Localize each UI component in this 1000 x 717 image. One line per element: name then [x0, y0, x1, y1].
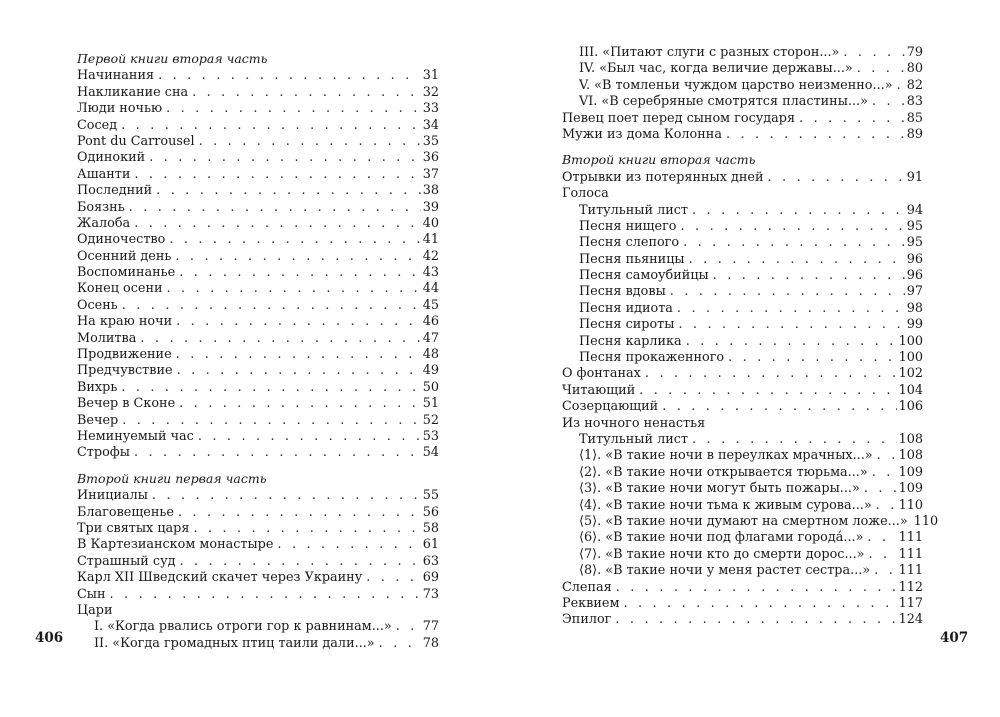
toc-entry	[562, 366, 923, 382]
entry-title: Песня прокаженного	[579, 350, 725, 366]
dot-leader	[167, 281, 421, 297]
toc-entry	[77, 265, 439, 281]
toc-entry	[77, 554, 439, 570]
toc-entry	[562, 563, 923, 579]
dot-leader	[874, 563, 896, 579]
entry-page-number: 111	[898, 546, 923, 562]
dot-leader	[645, 366, 897, 382]
toc-entry	[77, 429, 439, 445]
entry-title: Страшный суд	[77, 553, 176, 569]
entry-title: Певец поет перед сыном государя	[562, 110, 796, 126]
toc-entry	[77, 167, 439, 183]
entry-title: ⟨8⟩. «В такие ночи у меня растет сестра...»	[579, 563, 871, 579]
entry-page-number: 43	[422, 265, 439, 281]
toc-entry	[562, 350, 923, 366]
toc-entry	[77, 118, 439, 134]
entry-title: ⟨1⟩. «В такие ночи в переулках мрачных...»	[579, 448, 873, 464]
section-title: Второй книги первая часть	[77, 470, 267, 486]
entry-page-number: 58	[422, 520, 439, 536]
entry-page-number: 96	[906, 251, 923, 267]
entry-page-number: 40	[422, 215, 439, 231]
toc-entry	[77, 619, 439, 635]
dot-leader	[876, 498, 897, 514]
entry-title: Вихрь	[77, 379, 118, 395]
toc-entry	[562, 317, 923, 333]
toc-entry	[562, 530, 923, 546]
entry-title: I. «Когда рвались отроги гор к равнинам...»	[94, 619, 392, 635]
toc-entry	[562, 399, 923, 415]
entry-page-number: 106	[898, 399, 923, 415]
dot-leader	[868, 547, 896, 563]
toc-entry	[562, 481, 923, 497]
entry-page-number: 112	[898, 579, 923, 595]
right-page	[500, 0, 1000, 717]
entry-page-number: 39	[422, 199, 439, 215]
toc-entry	[562, 268, 923, 284]
entry-page-number: 96	[906, 268, 923, 284]
entry-title: ⟨3⟩. «В такие ночи могут быть пожары...»	[579, 481, 860, 497]
dot-leader	[121, 118, 421, 134]
entry-title: Инициалы	[77, 488, 148, 504]
dot-leader	[129, 200, 421, 216]
entry-title: Продвижение	[77, 347, 172, 363]
dot-leader	[857, 61, 905, 77]
dot-leader	[689, 252, 905, 268]
toc-entry	[562, 301, 923, 317]
entry-page-number: 78	[422, 635, 439, 651]
entry-title: Сын	[77, 586, 106, 602]
toc-entry	[77, 396, 439, 412]
toc-entry	[562, 580, 923, 596]
entry-title: Песня пьяницы	[579, 251, 685, 267]
entry-title: Неминуемый час	[77, 428, 194, 444]
toc-entry	[77, 505, 439, 521]
toc-entry	[562, 252, 923, 268]
dot-leader	[193, 521, 420, 537]
entry-title: Предчувствие	[77, 363, 173, 379]
entry-page-number: 77	[422, 619, 439, 635]
toc-entry	[77, 537, 439, 553]
entry-page-number: 95	[906, 218, 923, 234]
entry-page-number: 36	[422, 150, 439, 166]
entry-page-number: 79	[906, 45, 923, 60]
toc-entry	[562, 94, 923, 110]
toc-entry	[562, 432, 923, 448]
entry-title: Титульный лист	[579, 202, 688, 218]
entry-page-number: 42	[422, 248, 439, 264]
toc-entry	[562, 383, 923, 399]
toc-entry	[562, 465, 923, 481]
toc-entry	[77, 413, 439, 429]
dot-leader	[615, 612, 896, 628]
dot-leader	[122, 413, 421, 429]
dot-leader	[179, 396, 421, 412]
dot-leader	[179, 265, 420, 281]
page-number-right: 407	[940, 630, 969, 646]
entry-title: Последний	[77, 183, 153, 199]
dot-leader	[178, 505, 421, 521]
toc-entry	[562, 334, 923, 350]
toc-entry	[562, 170, 923, 186]
entry-title: Отрывки из потерянных дней	[562, 169, 764, 185]
dot-leader	[843, 45, 904, 61]
entry-page-number: 73	[422, 586, 439, 602]
section-title: Первой книги вторая часть	[77, 51, 268, 66]
toc-entry	[562, 596, 923, 612]
toc-entry	[77, 363, 439, 379]
entry-title: Боязнь	[77, 199, 125, 215]
dot-leader	[713, 268, 905, 284]
toc-entry	[77, 347, 439, 363]
toc-entry	[562, 612, 923, 628]
entry-title: V. «В томленьи чуждом царство неизменно...»	[579, 77, 893, 93]
entry-title: Карл XII Шведский скачет через Украину	[77, 570, 363, 586]
entry-title: Титульный лист	[579, 431, 688, 447]
dot-leader	[681, 219, 905, 235]
dot-leader	[122, 298, 421, 314]
entry-title: На краю ночи	[77, 314, 173, 330]
entry-page-number: 83	[906, 94, 923, 110]
dot-leader	[110, 587, 421, 603]
toc-entry	[77, 183, 439, 199]
entry-page-number: 55	[422, 488, 439, 504]
entry-page-number: 98	[906, 300, 923, 316]
entry-page-number: 100	[898, 350, 923, 366]
dot-leader	[121, 380, 420, 396]
dot-leader	[175, 249, 420, 265]
dot-leader	[277, 537, 420, 553]
toc-entry	[77, 445, 439, 461]
dot-leader	[192, 85, 421, 101]
toc-entry	[562, 235, 923, 251]
entry-page-number: 44	[422, 281, 439, 297]
entry-page-number: 50	[422, 379, 439, 395]
toc-entry	[562, 111, 923, 127]
entry-page-number: 54	[422, 445, 439, 461]
toc-left	[77, 51, 439, 652]
entry-page-number: 51	[422, 396, 439, 412]
entry-page-number: 111	[898, 530, 923, 546]
entry-page-number: 104	[898, 382, 923, 398]
entry-title: Одиночество	[77, 232, 166, 248]
dot-leader	[877, 448, 897, 464]
entry-page-number: 117	[898, 595, 923, 611]
entry-page-number: 37	[422, 166, 439, 182]
dot-leader	[872, 94, 905, 110]
dot-leader	[134, 445, 421, 461]
entry-title: Накликание сна	[77, 84, 189, 100]
entry-title: IV. «Был час, когда величие державы...»	[579, 61, 853, 77]
toc-entry	[562, 61, 923, 77]
entry-page-number: 91	[906, 169, 923, 185]
dot-leader	[176, 314, 421, 330]
dot-leader	[692, 432, 897, 448]
entry-title: Три святых царя	[77, 520, 190, 536]
toc-entry	[77, 249, 439, 265]
toc-entry	[77, 298, 439, 314]
entry-title: Эпилог	[562, 612, 612, 628]
entry-title: ⟨6⟩. «В такие ночи под флагами города́...»	[579, 530, 864, 546]
toc-entry	[77, 603, 439, 619]
toc-entry	[77, 68, 439, 84]
entry-page-number: 110	[898, 497, 923, 513]
toc-entry	[77, 314, 439, 330]
entry-page-number: 69	[422, 570, 439, 586]
toc-entry	[77, 232, 439, 248]
entry-title: Молитва	[77, 330, 137, 346]
dot-leader	[897, 78, 905, 94]
entry-title: Песня нищего	[579, 218, 677, 234]
section-title: Второй книги вторая часть	[562, 152, 756, 168]
entry-title: Песня карлика	[579, 333, 682, 349]
entry-title: VI. «В серебряные смотрятся пластины...»	[579, 94, 868, 110]
dot-leader	[179, 554, 420, 570]
entry-title: Слепая	[562, 579, 612, 595]
dot-leader	[686, 334, 897, 350]
entry-page-number: 56	[422, 504, 439, 520]
entry-page-number: 49	[422, 363, 439, 379]
dot-leader	[677, 301, 905, 317]
entry-title: Песня вдовы	[579, 284, 666, 300]
dot-leader	[158, 68, 421, 84]
entry-title: Воспоминанье	[77, 265, 176, 281]
dot-leader	[177, 363, 421, 379]
entry-title: Цари	[77, 602, 113, 618]
entry-title: Люди ночью	[77, 101, 163, 117]
entry-page-number: 97	[906, 284, 923, 300]
entry-title: II. «Когда громадных птиц таили дали...»	[94, 635, 375, 651]
entry-title: Вечер в Сконе	[77, 396, 176, 412]
dot-leader	[176, 347, 421, 363]
entry-page-number: 108	[898, 448, 923, 464]
entry-title: Одинокий	[77, 150, 146, 166]
toc-entry	[77, 281, 439, 297]
dot-leader	[799, 111, 905, 127]
entry-title: Pont du Carrousel	[77, 133, 195, 149]
entry-page-number: 32	[422, 84, 439, 100]
entry-title: ⟨5⟩. «В такие ночи думают на смертном ложе...»	[579, 513, 908, 529]
toc-entry	[77, 216, 439, 232]
toc-entry	[562, 219, 923, 235]
entry-title: Сосед	[77, 117, 118, 133]
entry-title: Благовещенье	[77, 504, 174, 520]
entry-page-number: 35	[422, 133, 439, 149]
dot-leader	[169, 232, 420, 248]
toc-entry	[562, 78, 923, 94]
entry-page-number: 100	[898, 333, 923, 349]
entry-page-number: 99	[906, 317, 923, 333]
dot-leader	[616, 580, 897, 596]
toc-entry	[77, 101, 439, 117]
toc-entry	[77, 380, 439, 396]
toc-entry	[77, 134, 439, 150]
entry-page-number: 34	[422, 117, 439, 133]
entry-title: В Картезианском монастыре	[77, 537, 274, 553]
entry-title: Песня сироты	[579, 317, 675, 333]
toc-entry	[77, 200, 439, 216]
entry-page-number: 41	[422, 232, 439, 248]
entry-page-number: 102	[898, 366, 923, 382]
toc-entry	[562, 45, 923, 61]
dot-leader	[140, 331, 420, 347]
dot-leader	[152, 488, 421, 504]
entry-title: Голоса	[562, 186, 609, 202]
entry-page-number: 53	[422, 428, 439, 444]
toc-entry	[562, 284, 923, 300]
dot-leader	[166, 101, 421, 117]
entry-page-number: 109	[898, 464, 923, 480]
entry-title: ⟨7⟩. «В такие ночи кто до смерти дорос...»	[579, 546, 865, 562]
page-number-left: 406	[35, 630, 64, 646]
dot-leader	[199, 134, 421, 150]
toc-entry	[77, 85, 439, 101]
toc-entry	[77, 570, 439, 586]
entry-page-number: 80	[906, 61, 923, 77]
dot-leader	[379, 636, 421, 652]
toc-entry	[77, 331, 439, 347]
entry-page-number: 109	[898, 481, 923, 497]
dot-leader	[149, 150, 421, 166]
entry-title: Строфы	[77, 445, 130, 461]
entry-page-number: 46	[422, 314, 439, 330]
entry-title: Созерцающий	[562, 399, 659, 415]
dot-leader	[867, 530, 896, 546]
toc-entry	[562, 186, 923, 202]
entry-page-number: 38	[422, 183, 439, 199]
entry-page-number: 85	[906, 110, 923, 126]
entry-title: ⟨2⟩. «В такие ночи открывается тюрьма...»	[579, 464, 868, 480]
entry-page-number: 52	[422, 412, 439, 428]
dot-leader	[134, 216, 421, 232]
dot-leader	[662, 399, 896, 415]
entry-title: Песня самоубийцы	[579, 268, 709, 284]
entry-title: Мужи из дома Колонна	[562, 126, 722, 142]
dot-leader	[198, 429, 421, 445]
entry-title: Реквием	[562, 595, 620, 611]
entry-page-number: 82	[906, 77, 923, 93]
entry-title: О фонтанах	[562, 366, 641, 382]
entry-title: Осенний день	[77, 248, 172, 264]
toc-entry	[562, 448, 923, 464]
dot-leader	[726, 127, 905, 143]
entry-page-number: 89	[906, 126, 923, 142]
entry-page-number: 95	[906, 235, 923, 251]
entry-page-number: 33	[422, 101, 439, 117]
dot-leader	[768, 170, 905, 186]
toc-entry	[77, 488, 439, 504]
toc-entry	[77, 587, 439, 603]
dot-leader	[134, 167, 420, 183]
entry-title: Песня идиота	[579, 300, 673, 316]
entry-title: Начинания	[77, 68, 155, 84]
dot-leader	[639, 383, 896, 399]
entry-title: Жалоба	[77, 215, 131, 231]
dot-leader	[872, 465, 897, 481]
entry-page-number: 61	[422, 537, 439, 553]
entry-title: III. «Питают слуги с разных сторон...»	[579, 45, 840, 60]
entry-title: Конец осени	[77, 281, 163, 297]
toc-entry	[562, 203, 923, 219]
entry-title: ⟨4⟩. «В такие ночи тьма к живым сурова...»	[579, 497, 872, 513]
toc-entry	[562, 416, 923, 432]
entry-title: Осень	[77, 297, 118, 313]
entry-title: Читающий	[562, 382, 636, 398]
dot-leader	[396, 619, 421, 635]
toc-entry	[77, 150, 439, 166]
entry-page-number: 47	[422, 330, 439, 346]
entry-page-number: 108	[898, 431, 923, 447]
entry-page-number: 31	[422, 68, 439, 84]
entry-title: Ашанти	[77, 166, 131, 182]
entry-page-number: 48	[422, 347, 439, 363]
toc-entry	[77, 521, 439, 537]
entry-title: Из ночного ненастья	[562, 415, 706, 431]
entry-page-number: 111	[898, 563, 923, 579]
entry-page-number: 63	[422, 553, 439, 569]
entry-page-number: 124	[898, 612, 923, 628]
entry-title: Вечер	[77, 412, 119, 428]
toc-right	[562, 45, 939, 629]
dot-leader	[864, 481, 897, 497]
toc-entry	[562, 127, 923, 143]
dot-leader	[623, 596, 896, 612]
dot-leader	[728, 350, 896, 366]
entry-page-number: 110	[913, 513, 939, 529]
dot-leader	[366, 570, 420, 586]
dot-leader	[678, 317, 904, 333]
entry-page-number: 45	[422, 297, 439, 313]
dot-leader	[683, 235, 905, 251]
toc-entry	[562, 513, 939, 530]
dot-leader	[670, 284, 905, 300]
toc-entry	[562, 547, 923, 563]
entry-title: Песня слепого	[579, 235, 680, 251]
toc-entry	[562, 498, 923, 514]
dot-leader	[692, 203, 905, 219]
dot-leader	[156, 183, 421, 199]
toc-entry	[77, 636, 439, 652]
entry-page-number: 94	[906, 202, 923, 218]
